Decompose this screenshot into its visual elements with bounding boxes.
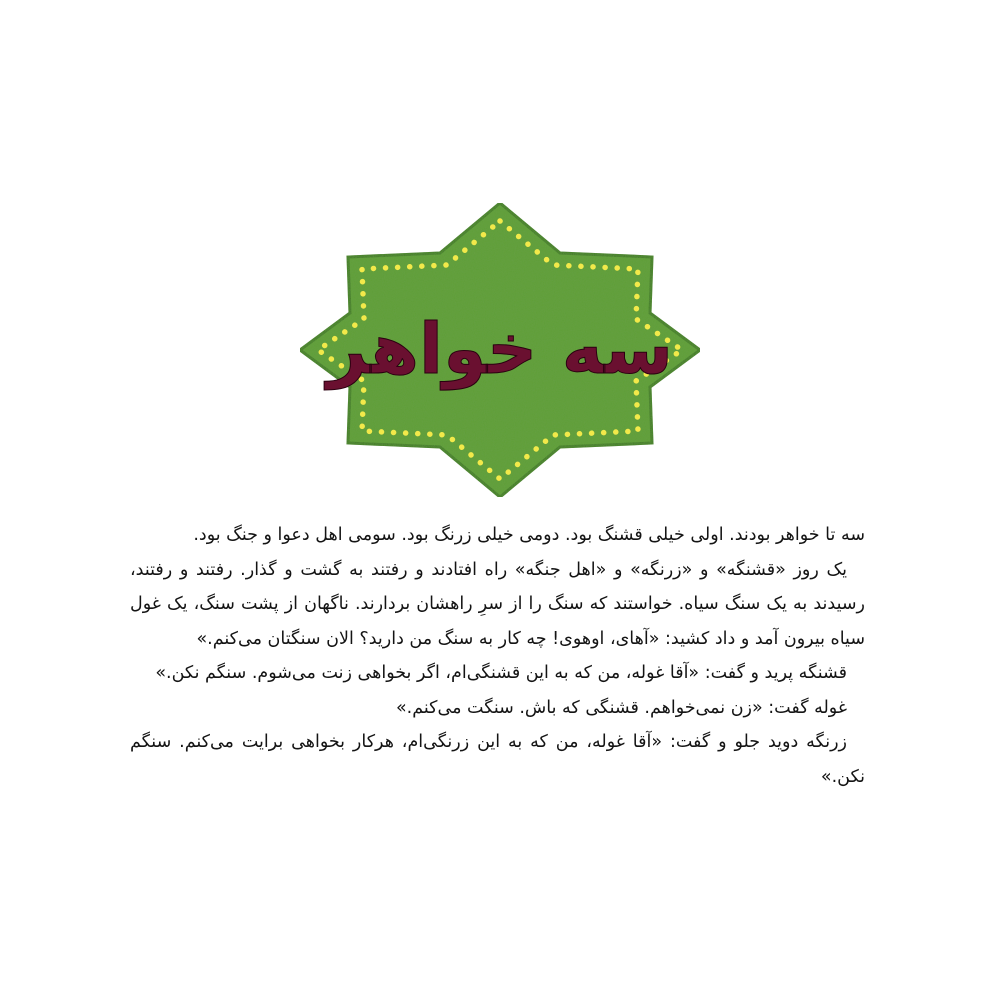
- story-paragraph-4: غوله گفت: «زن نمی‌خواهم. قشنگی که باش. سنگت می‌کنم.»: [395, 697, 847, 718]
- page-title: سه خواهر: [326, 308, 674, 390]
- story-paragraph-1: سه تا خواهر بودند. اولی خیلی قشنگ بود. دومی خیلی زرنگ بود. سومی اهل دعوا و جنگ بود.: [193, 525, 865, 545]
- story-paragraph-2: یک روز «قشنگه» و «زرنگه» و «اهل جنگه» راه افتادند و رفتند به گشت و گذار. رفتند و رفتند، رسیدند به یک سنگ سیاه. خواستند که سنگ را از سرِ راهشان بردارند. ناگهان از پشت سنگ، یک غول سیاه بیرون آمد و داد کشید: «آهای، اوهوی! چه کار به سنگ من دارید؟ الان سنگتان می‌کنم.»: [130, 559, 865, 649]
- title-badge: [290, 195, 710, 505]
- story-paragraph-5: زرنگه دوید جلو و گفت: «آقا غوله، من که به این زرنگی‌ام، هرکار بخواهی برایت می‌کنم. سنگم نکن.»: [130, 732, 865, 787]
- octagram-star-badge: [290, 195, 710, 505]
- story-text: [130, 518, 865, 794]
- story-paragraph-3: قشنگه پرید و گفت: «آقا غوله، من که به این قشنگی‌ام، اگر بخواهی زنت می‌شوم. سنگم نکن.»: [155, 663, 847, 683]
